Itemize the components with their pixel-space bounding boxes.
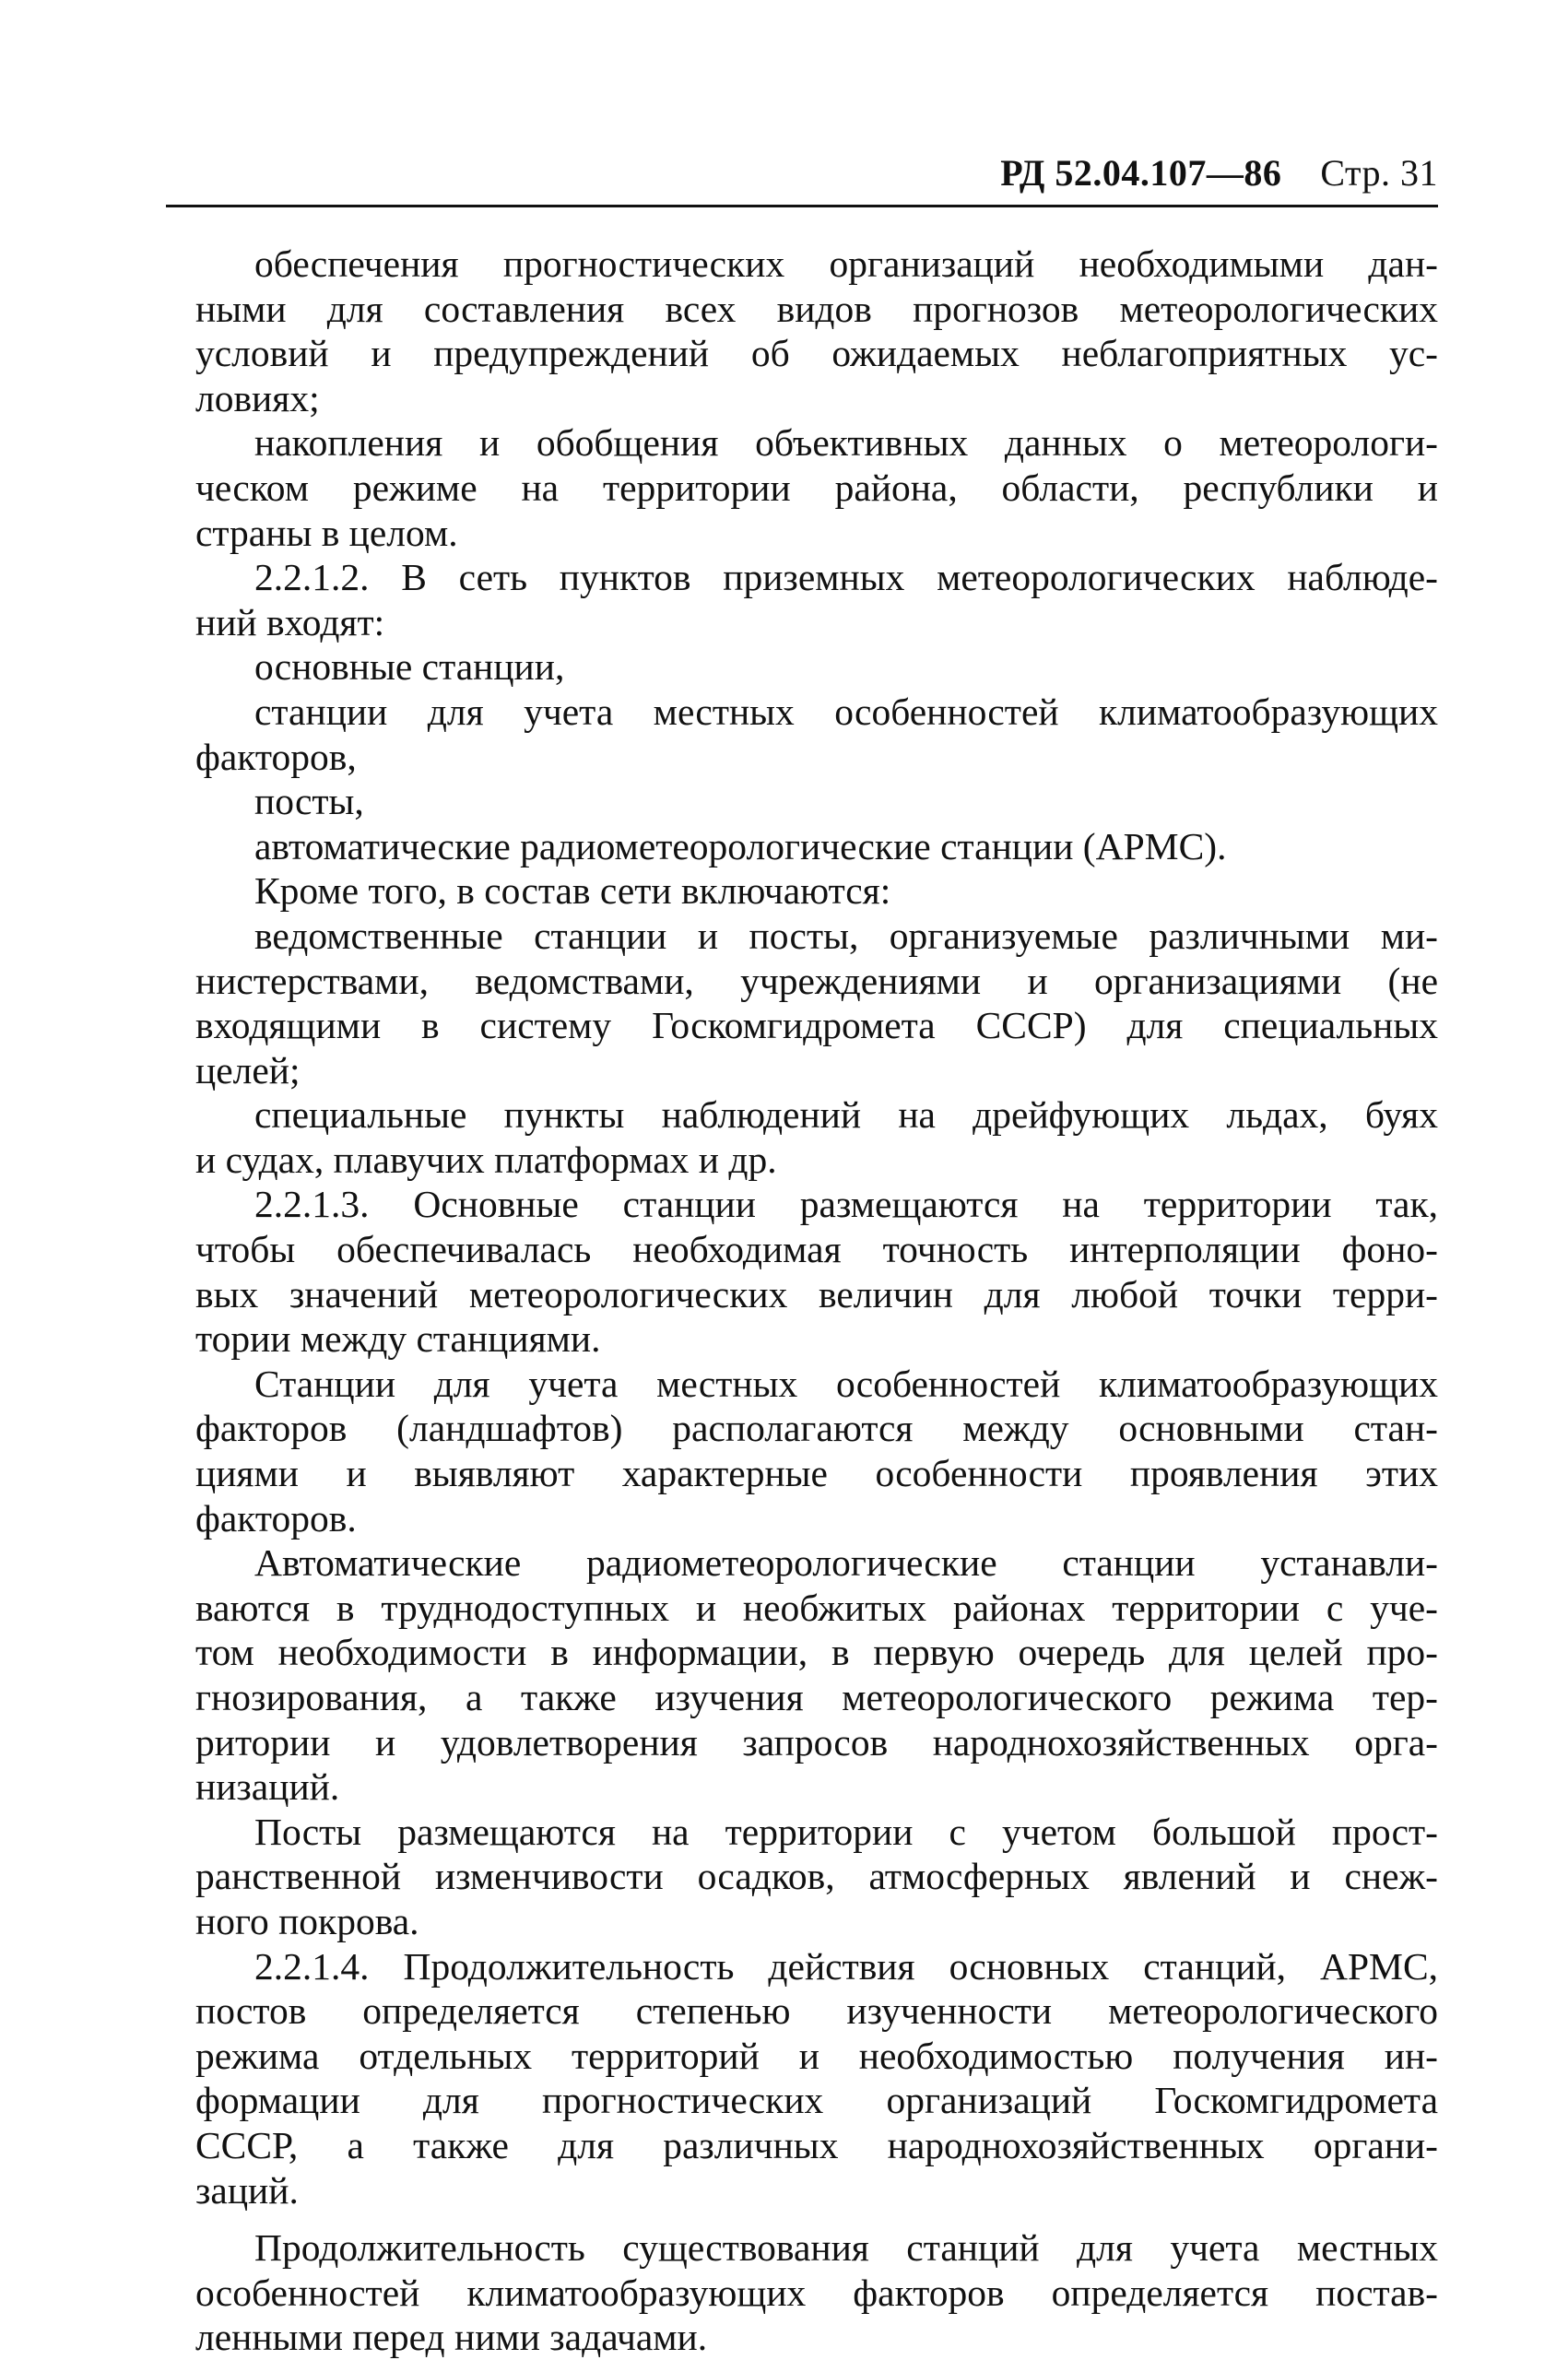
text-line: целей; — [195, 1048, 301, 1092]
text-line: СССР, а также для различных народнохозяйственных органи- — [195, 2123, 1438, 2166]
body-text — [195, 242, 1438, 2360]
text-line: Автоматические радиометеорологические станции устанавли- — [254, 1541, 1438, 1585]
text-line: условий и предупреждений об ожидаемых неблагоприятных ус- — [195, 332, 1438, 375]
text-line: особенностей климатообразующих факторов определяется постав- — [195, 2271, 1438, 2314]
text-line: 2.2.1.3. Основные станции размещаются на территории так, — [254, 1183, 1438, 1226]
text-line: страны в целом. — [195, 511, 458, 554]
text-line: основные станции, — [254, 645, 565, 689]
text-line: посты, — [254, 780, 364, 823]
text-line: ными для составления всех видов прогнозов метеорологических — [195, 287, 1438, 330]
page-header — [166, 151, 1438, 195]
text-line: Посты размещаются на территории с учетом большой прост- — [254, 1810, 1438, 1853]
text-line: вых значений метеорологических величин для любой точки терри- — [195, 1272, 1438, 1316]
text-line: том необходимости в информации, в первую очередь для целей про- — [195, 1631, 1438, 1674]
text-line: факторов. — [195, 1496, 357, 1540]
text-line: накопления и обобщения объективных данных о метеорологи- — [254, 421, 1438, 465]
text-line: нистерствами, ведомствами, учреждениями и организациями (не — [195, 959, 1438, 1002]
text-line: низаций. — [195, 1765, 340, 1809]
text-line: заций. — [195, 2168, 299, 2212]
text-line: автоматические радиометеорологические станции (АРМС). — [254, 824, 1227, 867]
text-line: тории между станциями. — [195, 1317, 601, 1361]
text-line: 2.2.1.4. Продолжительность действия основных станций, АРМС, — [254, 1944, 1438, 1988]
text-line: Кроме того, в состав сети включаются: — [254, 869, 891, 913]
text-line: обеспечения прогностических организаций необходимыми дан- — [254, 242, 1438, 285]
text-line: входящими в систему Госкомгидромета СССР) для специальных — [195, 1004, 1438, 1047]
text-line: Продолжительность существования станций для учета местных — [254, 2226, 1438, 2270]
header-rule — [166, 205, 1438, 207]
text-line: режима отдельных территорий и необходимостью получения ин- — [195, 2034, 1438, 2077]
text-line: ного покрова. — [195, 1899, 419, 1942]
text-line: Станции для учета местных особенностей климатообразующих — [254, 1362, 1438, 1405]
text-line: и судах, плавучих платформах и др. — [195, 1138, 777, 1181]
text-line: ритории и удовлетворения запросов народнохозяйственных орга- — [195, 1720, 1438, 1764]
text-line: чтобы обеспечивалась необходимая точность интерполяции фоно- — [195, 1228, 1438, 1271]
text-line: факторов, — [195, 735, 357, 778]
text-line: ний входят: — [195, 600, 385, 643]
text-line: ленными перед ними задачами. — [195, 2316, 708, 2359]
text-line: циями и выявляют характерные особенности проявления этих — [195, 1452, 1438, 1495]
text-line: постов определяется степенью изученности метеорологического — [195, 1989, 1438, 2033]
text-line: 2.2.1.2. В сеть пунктов приземных метеорологических наблюде- — [254, 556, 1438, 599]
text-line: ведомственные станции и посты, организуемые различными ми- — [254, 914, 1438, 957]
text-line: ческом режиме на территории района, области, республики и — [195, 466, 1438, 509]
text-line: специальные пункты наблюдений на дрейфующих льдах, буях — [254, 1093, 1438, 1137]
text-line: гнозирования, а также изучения метеорологического режима тер- — [195, 1676, 1438, 1718]
text-line: факторов (ландшафтов) располагаются между основными стан- — [195, 1407, 1438, 1450]
text-line: станции для учета местных особенностей климатообразующих — [254, 690, 1438, 733]
text-line: ваются в труднодоступных и необжитых районах территории с уче- — [195, 1586, 1438, 1629]
text-line: формации для прогностических организаций Госкомгидромета — [195, 2079, 1438, 2122]
text-line: ловиях; — [195, 376, 320, 419]
page-number: Стр. 31 — [1320, 152, 1438, 194]
document-code: РД 52.04.107—86 — [1000, 152, 1282, 194]
text-line: ранственной изменчивости осадков, атмосферных явлений и снеж- — [195, 1855, 1438, 1898]
